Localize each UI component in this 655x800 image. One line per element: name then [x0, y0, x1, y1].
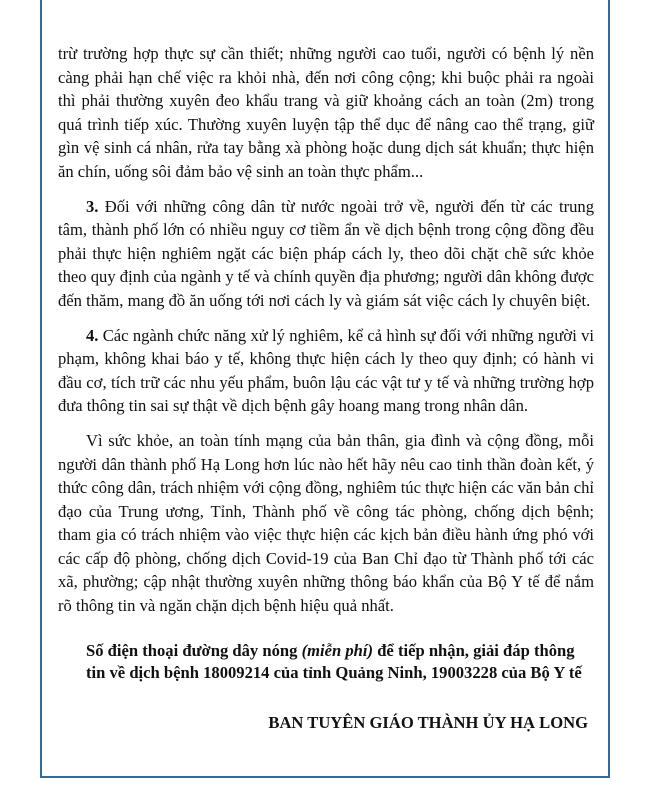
- hotline-free-note: (miễn phí): [301, 640, 374, 660]
- paragraph-item-3: [58, 195, 594, 313]
- item-4-text: Các ngành chức năng xử lý nghiêm, kể cả hình sự đối với những người vi phạm, không khai báo y tế, không thực hiện cách ly theo quy định; có hành vi đầu cơ, tích trữ các nhu yếu phẩm, buôn lậu các vật tư y tế và những trường hợp đưa thông tin sai sự thật về dịch bệnh gây hoang mang trong nhân dân.: [58, 325, 594, 416]
- document-body: [58, 42, 594, 734]
- paragraph-closing: Vì sức khỏe, an toàn tính mạng của bản thân, gia đình và cộng đồng, mỗi người dân thành phố Hạ Long hơn lúc nào hết hãy nêu cao tinh thần đoàn kết, ý thức công dân, trách nhiệm với cộng đồng, nghiêm túc thực hiện các văn bản chỉ đạo của Trung ương, Tỉnh, Thành phố về công tác phòng, chống dịch bệnh; tham gia có trách nhiệm vào việc thực hiện các kịch bản điều hành ứng phó với các cấp độ phòng, chống dịch Covid-19 của Ban Chỉ đạo từ Thành phố tới các xã, phường; cập nhật thường xuyên những thông báo khẩn của Bộ Y tế để nắm rõ thông tin và ngăn chặn dịch bệnh hiệu quả nhất.: [58, 430, 594, 616]
- signature-organization: BAN TUYÊN GIÁO THÀNH ỦY HẠ LONG: [268, 712, 588, 732]
- paragraph-item-4: [58, 324, 594, 418]
- hotline-notice: [58, 640, 594, 684]
- hotline-suffix: để tiếp nhận, giải đáp thông tin về dịch bệnh 18009214 của tỉnh Quảng Ninh, 19003228 của Bộ Y tế: [86, 640, 582, 682]
- hotline-prefix: Số điện thoại đường dây nóng: [86, 640, 302, 660]
- item-3-number: 3.: [86, 196, 99, 216]
- paragraph-intro: trừ trường hợp thực sự cần thiết; những người cao tuổi, người có bệnh lý nền càng phải hạn chế việc ra khỏi nhà, đến nơi công cộng; khi buộc phải ra ngoài thì phải thường xuyên đeo khẩu trang và giữ khoảng cách an toàn (2m) trong quá trình tiếp xúc. Thường xuyên luyện tập thể dục để nâng cao thể trạng, giữ gìn vệ sinh cá nhân, rửa tay bằng xà phòng hoặc dung dịch sát khuẩn; thực hiện ăn chín, uống sôi đảm bảo vệ sinh an toàn thực phẩm...: [58, 44, 594, 181]
- item-3-text: Đối với những công dân từ nước ngoài trở về, người đến từ các trung tâm, thành phố lớn có nhiều nguy cơ tiềm ẩn về dịch bệnh trong cộng đồng đều phải thực hiện nghiêm ngặt các biện pháp cách ly, theo dõi chặt chẽ sức khỏe theo quy định của ngành y tế và chính quyền địa phương; người dân không được đến thăm, mang đồ ăn uống tới nơi cách ly và giám sát việc cách ly chuyên biệt.: [58, 196, 594, 310]
- item-4-number: 4.: [86, 325, 99, 345]
